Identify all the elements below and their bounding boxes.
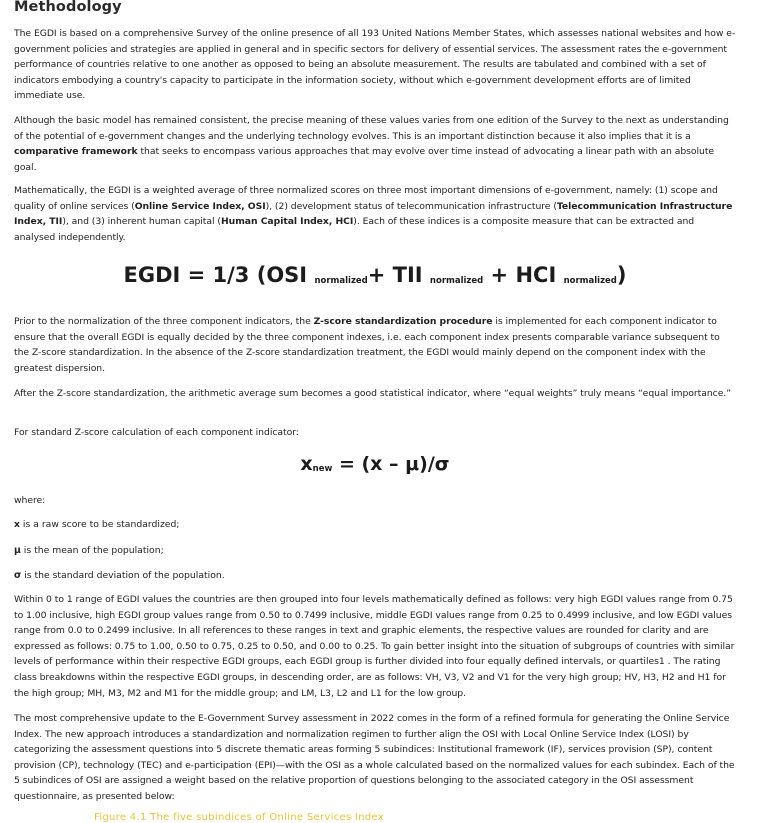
term-tii: Telecommunication Infrastructure Index, TII — [14, 200, 733, 228]
where-item-sigma: σ is the standard deviation of the population. — [14, 570, 225, 581]
where-label: where: — [14, 495, 46, 506]
paragraph-equal-weights: After the Z-score standardization, the arithmetic average sum becomes a good statistical indicator, where “equal weights” truly means “equal importance.” — [14, 388, 731, 399]
term-comparative-framework: comparative framework — [14, 146, 138, 158]
paragraph-standard-zscore: For standard Z-score calculation of each component indicator: — [14, 427, 299, 438]
egdi-formula: EGDI = 1/3 (OSI $_{normalized}$+ TII $_{normalized}$ + HCI $_{normalized}$) — [123, 263, 627, 287]
paragraph-osi-update: The most comprehensive update to the E-Government Survey assessment in 2022 comes in the form of a refined formula for generating the Online Service Index. The new approach introduces a standardization and normalization regimen to further align the OSI with Local Online Service Index (LOSI) by categorizing the assessment questions into 5 discrete thematic areas forming 5 subindices: Institutional framework (IF), services provision (SP), content provision (CP), technology (TEC) and e-participation (EPI)—with the OSI as a whole calculated based on the normalized values for each subindex. Each of the 5 subindices of OSI are assigned a weight based on the relative proportion of questions belonging to the associated category in the OSI assessment questionnaire, as presented below: — [14, 713, 735, 802]
term-hci: Human Capital Index, HCI — [220, 216, 354, 228]
where-item-x: x is a raw score to be standardized; — [14, 519, 180, 530]
paragraph-basic-model: Although the basic model has remained consistent, the precise meaning of these values varies from one edition of the Survey to the next as understanding of the potential of e-government changes and the underlying technology evolves. This is an important distinction because it also implies that it is a comparative framework that seeks to encompass various approaches that may evolve over time instead of advocating a linear path with an absolute goal. — [14, 115, 729, 173]
paragraph-zscore: Prior to the normalization of the three component indicators, the Z-score standardization procedure is implemented for each component indicator to ensure that the overall EGDI is equally decided by the three component indexes, i.e. each component index presents comparable variance subsequent to the Z-score standardization. In the absence of the Z-score standardization treatment, the EGDI would mainly depend on the component index with the greatest dispersion. — [14, 316, 720, 374]
section-heading: Methodology — [14, 0, 122, 15]
term-osi: Online Service Index, OSI — [134, 200, 266, 212]
paragraph-weighted-average: Mathematically, the EGDI is a weighted average of three normalized scores on three most important dimensions of e-government, namely: (1) scope and quality of online services (Online Service Index, OSI), (2) development status of telecommunication infrastructure (Telecommunication Infrastructure Index, TII), and (3) inherent human capital (Human Capital Index, HCI). Each of these indices is a composite measure that can be extracted and analysed independently. — [14, 185, 733, 243]
paragraph-intro: The EGDI is based on a comprehensive Survey of the online presence of all 193 United Nations Member States, which assesses national websites and how e-government policies and strategies are applied in general and in specific sectors for delivery of essential services. The assessment rates the e-government performance of countries relative to one another as opposed to being an absolute measurement. The results are tabulated and combined with a set of indicators embodying a country's capacity to participate in the information society, without which e-government development efforts are of limited immediate use. — [14, 28, 736, 102]
zscore-formula: $x_{new} = (x - \mu)/\sigma$ — [300, 453, 450, 475]
term-zscore: Z-score standardization procedure — [313, 316, 493, 327]
paragraph-egdi-groups: Within 0 to 1 range of EGDI values the countries are then grouped into four levels mathematically defined as follows: very high EGDI values range from 0.75 to 1.00 inclusive, high EGDI group values range from 0.50 to 0.7499 inclusive, middle EGDI values range from 0.25 to 0.4999 inclusive, and low EGDI values range from 0.0 to 0.2499 inclusive. In all references to these ranges in text and graphic elements, the respective values are rounded for clarity and are expressed as follows: 0.75 to 1.00, 0.50 to 0.75, 0.25 to 0.50, and 0.00 to 0.25. To gain better insight into the situation of subgroups of countries with similar levels of performance within their respective EGDI groups, each EGDI group is further divided into four equally defined intervals, or quartiles1 . The rating class breakdowns within the respective EGDI groups, in descending order, are as follows: VH, V3, V2 and V1 for the very high group; HV, H3, H2 and H1 for the high group; MH, M3, M2 and M1 for the middle group; and LM, L3, L2 and L1 for the low group. — [14, 594, 735, 699]
where-item-mu: μ is the mean of the population; — [14, 545, 164, 556]
figure-caption: Figure 4.1 The five subindices of Online Services Index — [94, 812, 384, 823]
